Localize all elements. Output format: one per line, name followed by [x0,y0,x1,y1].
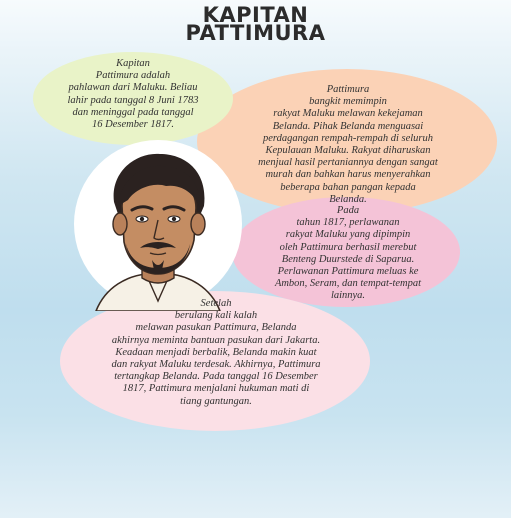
resistance-line: Perlawanan Pattimura meluas ke [277,266,419,278]
resistance-line: Ambon, Seram, dan tempat-tempat [274,278,422,290]
resistance-text [248,205,448,303]
defeat-line: dan rakyat Maluku terdesak. Akhirnya, Pattimura [111,359,321,371]
defeat-text [76,298,356,408]
defeat-line: melawan pasukan Pattimura, Belanda [135,322,297,334]
birth-text [40,58,226,131]
rise-line: murah dan bahkan harus menyerahkan [265,169,431,181]
rise-line: Belanda. Pihak Belanda menguasai [272,120,424,132]
birth-line: Kapitan [116,58,150,69]
title-line-2: PATTIMURA [185,21,326,45]
birth-line: Pattimura adalah [95,70,171,82]
rise-line: beberapa bahan pangan kepada [280,181,416,193]
rise-line: Pattimura [326,84,370,95]
rise-line: Belanda. [329,193,367,205]
defeat-line: akhirnya meminta bantuan pasukan dari Jakarta. [111,334,321,346]
defeat-line: tertangkap Belanda. Pada tanggal 16 Desember [114,371,318,383]
resistance-line: Pada [336,205,360,216]
resistance-line: tahun 1817, perlawanan [296,217,400,229]
resistance-line: rakyat Maluku yang dipimpin [285,229,411,241]
defeat-line: Setelah [200,298,232,309]
rise-line: menjual hasil pertaniannya dengan sangat [258,157,438,169]
rise-line: bangkit memimpin [309,96,387,108]
rise-text [212,84,484,206]
resistance-line: lainnya. [330,290,366,302]
rise-line: Kepulauan Maluku. Rakyat diharuskan [265,145,431,157]
defeat-line: tiang gantungan. [180,395,252,407]
rise-line: perdagangan rempah-rempah di seluruh [262,132,434,144]
defeat-line: 1817, Pattimura menjalani hukuman mati di [122,383,310,395]
resistance-line: Benteng Duurstede di Saparua. [281,253,415,265]
birth-line: pahlawan dari Maluku. Beliau [68,82,198,94]
birth-line: 16 Desember 1817. [92,119,174,131]
title-line-1: KAPITAN [202,3,309,27]
resistance-line: oleh Pattimura berhasil merebut [279,241,417,253]
defeat-line: berulang kali kalah [174,310,258,322]
defeat-line: Keadaan menjadi berbalik, Belanda makin kuat [115,346,317,358]
rise-line: rakyat Maluku melawan kekejaman [273,108,423,120]
page-title [0,3,511,45]
birth-line: lahir pada tanggal 8 Juni 1783 [67,94,199,106]
birth-line: dan meninggal pada tanggal [72,106,194,118]
